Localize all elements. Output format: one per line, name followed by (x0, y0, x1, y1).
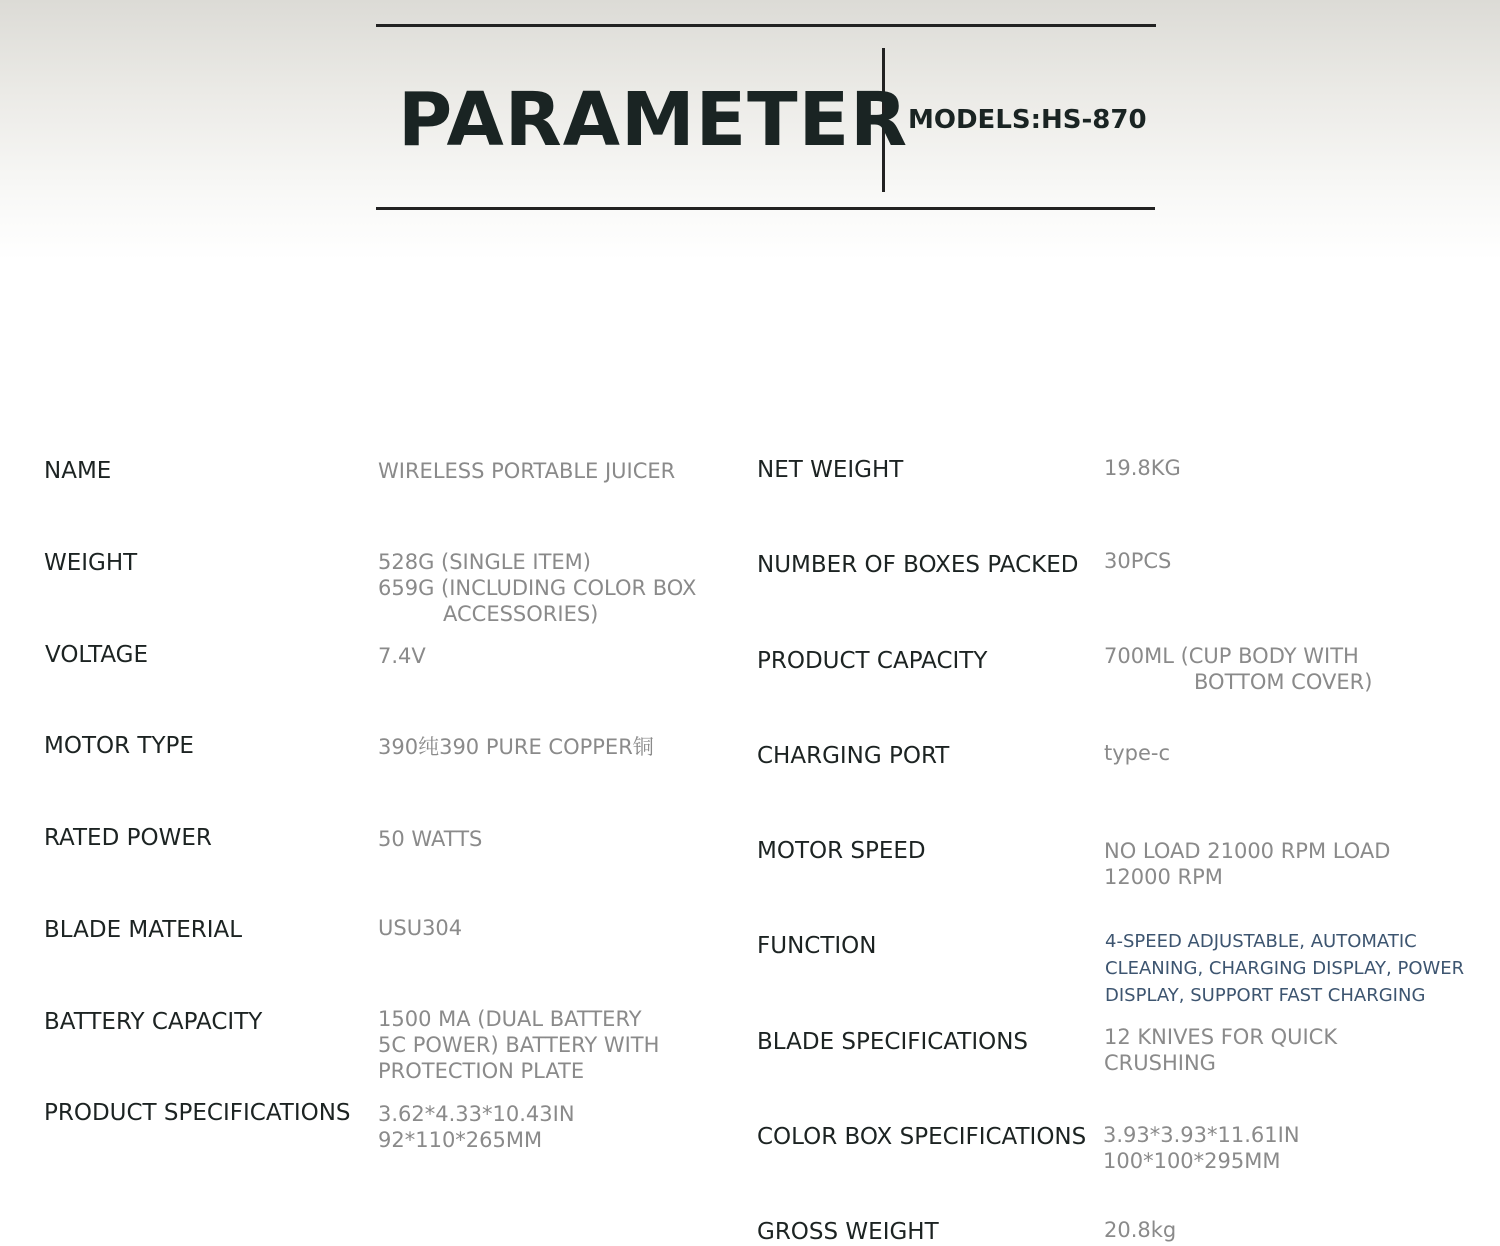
value-line: 1500 MA (DUAL BATTERY (378, 1007, 642, 1031)
value-line: 20.8kg (1104, 1218, 1177, 1242)
param-value-net-weight (1104, 455, 1181, 481)
value-line: 700ML (CUP BODY WITH (1104, 644, 1359, 668)
param-label-motor-speed: MOTOR SPEED (757, 838, 926, 864)
value-line: BOTTOM COVER) (1194, 670, 1373, 694)
value-line: CLEANING, CHARGING DISPLAY, POWER (1105, 958, 1465, 979)
param-value-voltage (378, 643, 426, 669)
value-line: 528G (SINGLE ITEM) (378, 550, 591, 574)
value-line: type-c (1104, 741, 1171, 765)
param-value-product-capacity (1104, 643, 1372, 695)
value-line: 12 KNIVES FOR QUICK (1104, 1025, 1338, 1049)
param-value-name (378, 458, 675, 484)
param-value-charging-port (1104, 740, 1170, 766)
param-label-product-specifications: PRODUCT SPECIFICATIONS (44, 1100, 351, 1126)
param-label-gross-weight: GROSS WEIGHT (757, 1219, 939, 1245)
value-line: 659G (INCLUDING COLOR BOX (378, 576, 697, 600)
param-value-motor-type (378, 734, 654, 760)
param-label-weight: WEIGHT (44, 550, 138, 576)
param-value-battery-capacity (378, 1006, 659, 1084)
model-label: MODELS:HS-870 (908, 105, 1147, 135)
value-line: USU304 (378, 916, 463, 940)
param-label-battery-capacity: BATTERY CAPACITY (44, 1009, 263, 1035)
value-line: PROTECTION PLATE (378, 1059, 585, 1083)
param-label-charging-port: CHARGING PORT (757, 743, 950, 769)
header-top-rule (376, 24, 1156, 27)
value-line: DISPLAY, SUPPORT FAST CHARGING (1105, 985, 1426, 1006)
value-line: WIRELESS PORTABLE JUICER (378, 459, 676, 483)
param-value-product-specifications (378, 1101, 575, 1153)
value-line: 100*100*295MM (1103, 1149, 1281, 1173)
param-label-net-weight: NET WEIGHT (757, 457, 904, 483)
value-line: 19.8KG (1104, 456, 1181, 480)
value-line: 7.4V (378, 644, 426, 668)
param-value-function (1105, 928, 1464, 1009)
value-line: 12000 RPM (1104, 865, 1223, 889)
value-line: 390纯390 PURE COPPER铜 (378, 735, 654, 759)
param-value-gross-weight (1104, 1217, 1176, 1243)
value-line: 92*110*265MM (378, 1128, 543, 1152)
param-label-motor-type: MOTOR TYPE (44, 733, 194, 759)
param-value-blade-specifications (1104, 1024, 1337, 1076)
value-line: 30PCS (1104, 549, 1172, 573)
value-line: 4-SPEED ADJUSTABLE, AUTOMATIC (1105, 931, 1417, 952)
param-value-weight (378, 549, 696, 627)
param-value-blade-material (378, 915, 462, 941)
value-line: 5C POWER) BATTERY WITH (378, 1033, 660, 1057)
page-title: PARAMETER (398, 77, 909, 163)
header-bottom-rule (376, 207, 1155, 210)
param-value-boxes-packed (1104, 548, 1171, 574)
param-label-boxes-packed: NUMBER OF BOXES PACKED (757, 552, 1079, 578)
param-value-color-box-specifications (1103, 1122, 1300, 1174)
value-line: 50 WATTS (378, 827, 483, 851)
value-line: ACCESSORIES) (443, 602, 599, 626)
param-value-rated-power (378, 826, 482, 852)
param-label-blade-material: BLADE MATERIAL (44, 917, 243, 943)
value-line: 3.93*3.93*11.61IN (1103, 1123, 1300, 1147)
param-label-function: FUNCTION (757, 933, 877, 959)
param-label-blade-specifications: BLADE SPECIFICATIONS (757, 1029, 1029, 1055)
param-label-product-capacity: PRODUCT CAPACITY (757, 648, 988, 674)
value-line: NO LOAD 21000 RPM LOAD (1104, 839, 1391, 863)
param-label-name: NAME (44, 458, 112, 484)
param-label-voltage: VOLTAGE (45, 642, 149, 668)
param-label-color-box-specifications: COLOR BOX SPECIFICATIONS (757, 1124, 1087, 1150)
value-line: 3.62*4.33*10.43IN (378, 1102, 575, 1126)
value-line: CRUSHING (1104, 1051, 1216, 1075)
param-label-rated-power: RATED POWER (44, 825, 212, 851)
param-value-motor-speed (1104, 838, 1390, 890)
